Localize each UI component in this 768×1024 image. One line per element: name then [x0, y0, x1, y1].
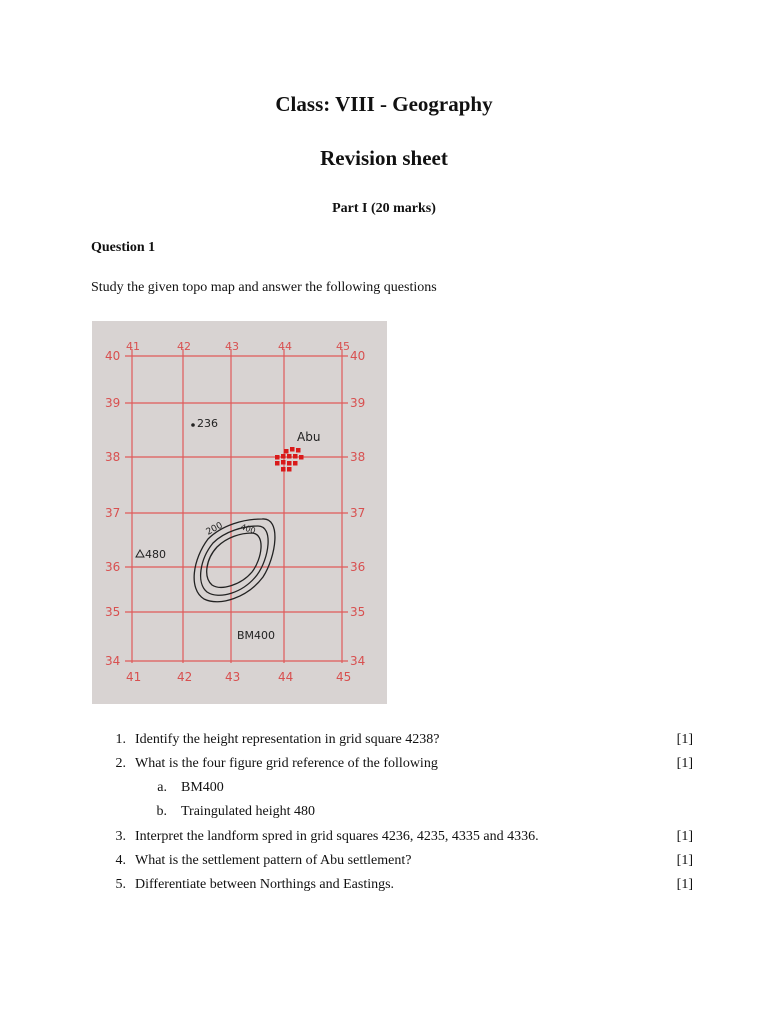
easting-label-top: 45	[336, 340, 350, 353]
settlement-house	[287, 461, 292, 466]
question-item-4	[0, 853, 768, 873]
northing-label-left: 40	[105, 349, 121, 363]
settlement-house	[299, 455, 304, 460]
settlement-house	[281, 454, 286, 459]
northing-label-right: 39	[350, 396, 366, 410]
northing-label-right: 40	[350, 349, 366, 363]
part-heading: Part I (20 marks)	[332, 201, 436, 216]
northing-label-left: 34	[105, 654, 121, 668]
settlement-house	[293, 461, 298, 466]
settlement-label: Abu	[297, 430, 321, 444]
sub-item-letter: a.	[157, 780, 167, 795]
easting-label-bottom: 42	[177, 670, 193, 684]
northing-label-right: 38	[350, 450, 366, 464]
settlement-house	[281, 467, 286, 472]
question-item-3	[0, 829, 768, 849]
question-marks: [1]	[676, 756, 693, 771]
easting-label-top: 44	[278, 340, 292, 353]
question-text: Identify the height representation in grid square 4238?	[135, 732, 440, 747]
page-title: Class: VIII - Geography	[275, 92, 493, 116]
northing-label-right: 34	[350, 654, 366, 668]
question-text: What is the four figure grid reference of the following	[135, 756, 438, 771]
sub-item-text: Traingulated height 480	[181, 804, 316, 819]
question-text: Differentiate between Northings and Eastings.	[135, 877, 395, 892]
question-number: 1.	[115, 732, 126, 747]
question-text: Interpret the landform spred in grid squares 4236, 4235, 4335 and 4336.	[135, 829, 539, 844]
topo-map-image	[92, 321, 387, 704]
settlement-house	[290, 447, 295, 452]
easting-label-top: 42	[177, 340, 191, 353]
northing-label-left: 36	[105, 560, 121, 574]
easting-label-top: 43	[225, 340, 239, 353]
northing-label-left: 39	[105, 396, 121, 410]
northing-label-left: 37	[105, 506, 121, 520]
triangulated-height-label: 480	[145, 548, 166, 561]
easting-label-bottom: 44	[278, 670, 294, 684]
northing-label-right: 37	[350, 506, 366, 520]
contour-outer-label: 200	[204, 520, 225, 538]
benchmark-label: BM400	[237, 629, 276, 642]
settlement-house	[296, 448, 301, 453]
question-number: 3.	[115, 829, 126, 844]
easting-label-bottom: 41	[126, 670, 142, 684]
easting-label-top: 41	[126, 340, 140, 353]
question-item-2	[0, 756, 768, 776]
settlement-house	[281, 460, 286, 465]
question-number: 5.	[115, 877, 126, 892]
question-marks: [1]	[676, 853, 693, 868]
northing-label-left: 38	[105, 450, 121, 464]
sub-item-text: BM400	[181, 780, 224, 795]
page-subtitle: Revision sheet	[320, 146, 448, 170]
spot-height-label: 236	[197, 417, 218, 430]
sub-item-b	[0, 804, 768, 824]
settlement-house	[284, 449, 289, 454]
question-item-1	[0, 732, 768, 752]
northing-label-right: 35	[350, 605, 366, 619]
question-number: 4.	[115, 853, 126, 868]
question-text: What is the settlement pattern of Abu settlement?	[135, 853, 412, 868]
question-item-5	[0, 877, 768, 897]
spot-height-dot	[191, 423, 195, 427]
question-heading: Question 1	[91, 240, 156, 255]
sub-item-letter: b.	[156, 804, 167, 819]
settlement-house	[287, 467, 292, 472]
easting-label-bottom: 45	[336, 670, 352, 684]
settlement-house	[287, 454, 292, 459]
settlement-house	[293, 454, 298, 459]
contour-inner-label: 400	[239, 522, 257, 536]
easting-label-bottom: 43	[225, 670, 241, 684]
northing-label-left: 35	[105, 605, 121, 619]
settlement-house	[275, 461, 280, 466]
question-instruction: Study the given topo map and answer the following questions	[91, 280, 437, 295]
question-marks: [1]	[676, 829, 693, 844]
question-number: 2.	[115, 756, 126, 771]
question-marks: [1]	[676, 877, 693, 892]
northing-label-right: 36	[350, 560, 366, 574]
question-marks: [1]	[676, 732, 693, 747]
settlement-house	[275, 455, 280, 460]
sub-item-a	[0, 780, 768, 800]
